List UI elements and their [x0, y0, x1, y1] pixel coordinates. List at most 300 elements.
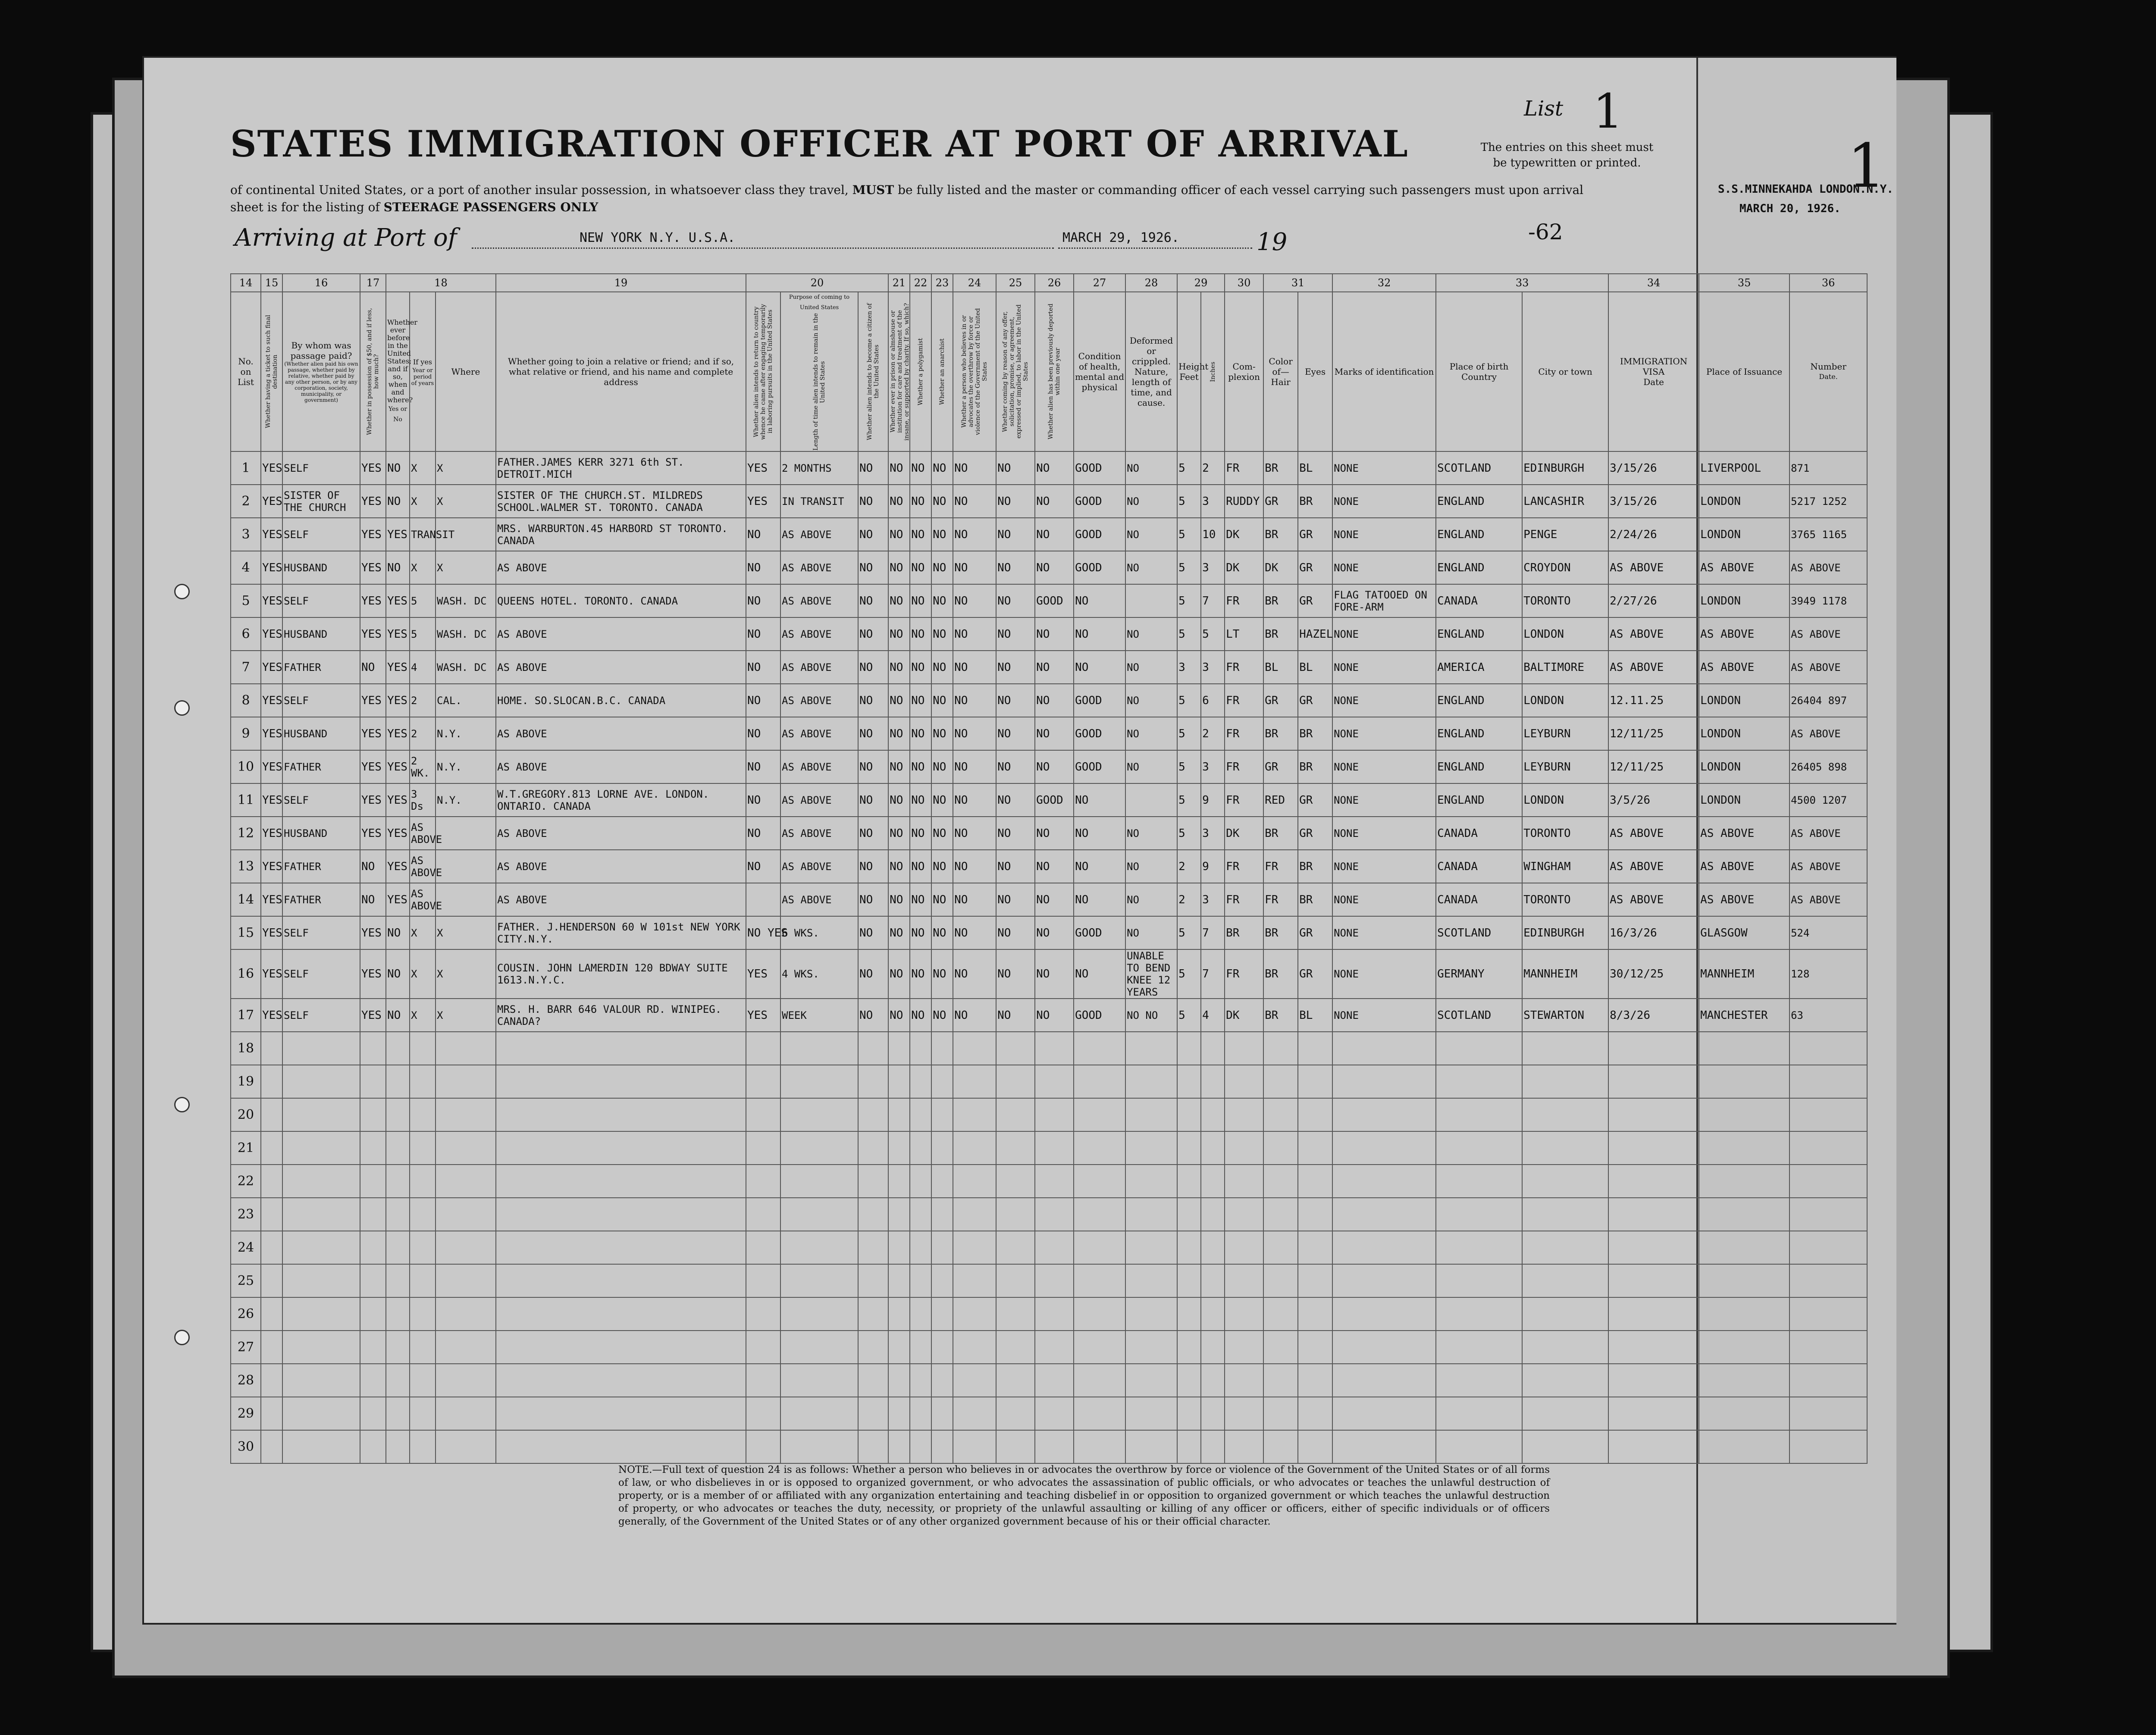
cell-before: YES — [386, 518, 410, 551]
cell-c25: NO — [996, 717, 1035, 750]
empty-cell — [996, 1131, 1035, 1165]
cell-cx: FR — [1225, 451, 1263, 485]
cell-paid: SELF — [282, 916, 360, 949]
cell-city: CROYDON — [1522, 551, 1608, 584]
rule-line-2: sheet is for the listing of STEERAGE PASSENGERS ONLY — [230, 200, 599, 214]
row-number: 24 — [231, 1231, 261, 1264]
cell-hair: BR — [1263, 949, 1298, 999]
cell-cx: DK — [1225, 551, 1263, 584]
cell-c21: NO — [888, 451, 910, 485]
table-row-empty — [231, 1131, 1867, 1165]
cell-cx: RUDDY — [1225, 485, 1263, 518]
cell-c22: NO — [910, 584, 931, 617]
empty-cell — [1699, 1430, 1789, 1463]
table-row-empty — [231, 1198, 1867, 1231]
empty-cell — [1177, 1331, 1201, 1364]
cell-cx: FR — [1225, 883, 1263, 916]
cell-deform: NO — [1125, 518, 1177, 551]
cell-ft: 5 — [1177, 617, 1201, 651]
row-number: 30 — [231, 1430, 261, 1463]
cell-join: AS ABOVE — [496, 617, 746, 651]
cell-in: 3 — [1201, 883, 1225, 916]
cell-c26: NO — [1035, 850, 1074, 883]
empty-cell — [1789, 1065, 1867, 1098]
cell-year: AS ABOVE — [410, 817, 436, 850]
cell-pa: NO — [746, 750, 780, 783]
cell-year: 5 — [410, 584, 436, 617]
cell-vdate: AS ABOVE — [1608, 850, 1699, 883]
header-marks: Marks of identification — [1332, 292, 1436, 451]
cell-hair: FR — [1263, 850, 1298, 883]
col-num: 15 — [261, 274, 282, 292]
empty-cell — [996, 1331, 1035, 1364]
header-complexion: Com-plexion — [1225, 292, 1263, 451]
cell-health: NO — [1074, 651, 1125, 684]
cell-poss: YES — [360, 916, 386, 949]
cell-year: X — [410, 999, 436, 1032]
header-eyes: Eyes — [1298, 292, 1332, 451]
cell-where: X — [436, 551, 496, 584]
empty-cell — [1332, 1264, 1436, 1297]
cell-c23: NO — [931, 684, 953, 717]
empty-cell — [1035, 1198, 1074, 1231]
cell-vplace: AS ABOVE — [1699, 617, 1789, 651]
empty-cell — [1074, 1098, 1125, 1131]
cell-cx: FR — [1225, 651, 1263, 684]
empty-cell — [780, 1364, 858, 1397]
empty-cell — [410, 1297, 436, 1331]
empty-cell — [1699, 1198, 1789, 1231]
empty-cell — [1332, 1297, 1436, 1331]
cell-hair: FR — [1263, 883, 1298, 916]
empty-cell — [1177, 1198, 1201, 1231]
table-row — [231, 451, 1867, 485]
cell-ft: 5 — [1177, 518, 1201, 551]
cell-vplace: LONDON — [1699, 485, 1789, 518]
cell-c24: NO — [953, 551, 996, 584]
empty-cell — [1125, 1198, 1177, 1231]
empty-cell — [1522, 1430, 1608, 1463]
cell-vnum: AS ABOVE — [1789, 817, 1867, 850]
cell-vdate: 30/12/25 — [1608, 949, 1699, 999]
empty-cell — [282, 1297, 360, 1331]
cell-ft: 5 — [1177, 817, 1201, 850]
empty-cell — [910, 1231, 931, 1264]
empty-cell — [953, 1032, 996, 1065]
cell-ticket: YES — [261, 750, 282, 783]
binder-hole — [174, 1330, 190, 1345]
empty-cell — [931, 1430, 953, 1463]
cell-c23: NO — [931, 949, 953, 999]
table-row — [231, 485, 1867, 518]
cell-pb: AS ABOVE — [780, 817, 858, 850]
cell-vdate: AS ABOVE — [1608, 651, 1699, 684]
cell-pa — [746, 883, 780, 916]
cell-country: CANADA — [1436, 850, 1522, 883]
empty-cell — [910, 1165, 931, 1198]
empty-cell — [1298, 1264, 1332, 1297]
cell-before: NO — [386, 485, 410, 518]
col-num: 23 — [931, 274, 953, 292]
empty-cell — [1436, 1397, 1522, 1430]
cell-where — [436, 850, 496, 883]
cell-pc: NO — [858, 949, 888, 999]
cell-country: SCOTLAND — [1436, 999, 1522, 1032]
cell-c21: NO — [888, 916, 910, 949]
cell-pc: NO — [858, 518, 888, 551]
cell-n: 4 — [231, 551, 261, 584]
empty-cell — [1332, 1032, 1436, 1065]
row-number: 29 — [231, 1397, 261, 1430]
header-c25: Whether coming by reason of any offer, solicitation, promise, or agreement, expressed or implied, to labor in the United States — [996, 292, 1035, 451]
empty-cell — [360, 1198, 386, 1231]
cell-ticket: YES — [261, 485, 282, 518]
empty-cell — [746, 1297, 780, 1331]
cell-c22: NO — [910, 551, 931, 584]
table-row-empty — [231, 1264, 1867, 1297]
empty-cell — [888, 1131, 910, 1165]
empty-cell — [261, 1198, 282, 1231]
empty-cell — [1074, 1397, 1125, 1430]
cell-pa: NO — [746, 684, 780, 717]
empty-cell — [261, 1065, 282, 1098]
cell-c24: NO — [953, 684, 996, 717]
empty-cell — [746, 1364, 780, 1397]
empty-cell — [1177, 1364, 1201, 1397]
cell-join: FATHER. J.HENDERSON 60 W 101st NEW YORK CITY.N.Y. — [496, 916, 746, 949]
cell-eyes: BR — [1298, 485, 1332, 518]
cell-c24: NO — [953, 783, 996, 817]
cell-c22: NO — [910, 783, 931, 817]
cell-n: 5 — [231, 584, 261, 617]
empty-cell — [910, 1297, 931, 1331]
table-row-empty — [231, 1065, 1867, 1098]
empty-cell — [1332, 1165, 1436, 1198]
empty-cell — [1699, 1131, 1789, 1165]
cell-in: 3 — [1201, 817, 1225, 850]
empty-cell — [1225, 1364, 1263, 1397]
cell-deform: NO — [1125, 850, 1177, 883]
cell-c24: NO — [953, 651, 996, 684]
col-num: 24 — [953, 274, 996, 292]
cell-c23: NO — [931, 584, 953, 617]
cell-health: GOOD — [1074, 684, 1125, 717]
cell-c21: NO — [888, 518, 910, 551]
cell-c26: GOOD — [1035, 783, 1074, 817]
empty-cell — [1225, 1331, 1263, 1364]
cell-ticket: YES — [261, 518, 282, 551]
empty-cell — [1201, 1032, 1225, 1065]
empty-cell — [1125, 1297, 1177, 1331]
cell-vdate: 8/3/26 — [1608, 999, 1699, 1032]
cell-cx: FR — [1225, 584, 1263, 617]
header-feet: Height Feet — [1177, 292, 1201, 451]
handwritten-62: -62 — [1528, 219, 1563, 244]
empty-cell — [746, 1065, 780, 1098]
cell-eyes: BL — [1298, 999, 1332, 1032]
table-row-empty — [231, 1098, 1867, 1131]
cell-marks: NONE — [1332, 617, 1436, 651]
cell-c25: NO — [996, 584, 1035, 617]
cell-before: YES — [386, 684, 410, 717]
empty-cell — [996, 1264, 1035, 1297]
empty-cell — [1522, 1098, 1608, 1131]
empty-cell — [360, 1397, 386, 1430]
cell-pc: NO — [858, 717, 888, 750]
cell-pc: NO — [858, 850, 888, 883]
cell-paid: FATHER — [282, 651, 360, 684]
cell-country: CANADA — [1436, 817, 1522, 850]
cell-pa: NO YES — [746, 916, 780, 949]
empty-cell — [1699, 1032, 1789, 1065]
empty-cell — [386, 1098, 410, 1131]
empty-cell — [858, 1065, 888, 1098]
header-health: Condition of health, mental and physical — [1074, 292, 1125, 451]
cell-c22: NO — [910, 485, 931, 518]
empty-cell — [1332, 1397, 1436, 1430]
cell-paid: HUSBAND — [282, 817, 360, 850]
cell-vdate: AS ABOVE — [1608, 883, 1699, 916]
cell-pb: 2 MONTHS — [780, 451, 858, 485]
cell-health: NO — [1074, 949, 1125, 999]
table-row — [231, 817, 1867, 850]
handwritten-sheet-number: 1 — [1847, 131, 1886, 201]
cell-marks: FLAG TATOOED ON FORE-ARM — [1332, 584, 1436, 617]
empty-cell — [931, 1297, 953, 1331]
cell-pa: YES — [746, 949, 780, 999]
empty-cell — [282, 1032, 360, 1065]
cell-pb: AS ABOVE — [780, 717, 858, 750]
cell-country: ENGLAND — [1436, 783, 1522, 817]
empty-cell — [996, 1397, 1035, 1430]
cell-city: LANCASHIR — [1522, 485, 1608, 518]
cell-marks: NONE — [1332, 717, 1436, 750]
empty-cell — [410, 1032, 436, 1065]
empty-cell — [1177, 1297, 1201, 1331]
header-joining: Whether going to join a relative or friend; and if so, what relative or friend, and his name and complete address — [496, 292, 746, 451]
cell-c24: NO — [953, 883, 996, 916]
cell-ft: 5 — [1177, 551, 1201, 584]
empty-cell — [360, 1165, 386, 1198]
cell-paid: SELF — [282, 451, 360, 485]
cell-city: EDINBURGH — [1522, 451, 1608, 485]
empty-cell — [360, 1264, 386, 1297]
cell-in: 5 — [1201, 617, 1225, 651]
empty-cell — [1201, 1364, 1225, 1397]
manifest-sheet — [142, 56, 1896, 1625]
cell-paid: HUSBAND — [282, 717, 360, 750]
cell-c26: NO — [1035, 750, 1074, 783]
cell-pa: NO — [746, 518, 780, 551]
empty-cell — [261, 1231, 282, 1264]
empty-cell — [888, 1264, 910, 1297]
cell-pb: WEEK — [780, 999, 858, 1032]
cell-c24: NO — [953, 916, 996, 949]
cell-in: 4 — [1201, 999, 1225, 1032]
empty-cell — [1074, 1297, 1125, 1331]
empty-cell — [858, 1397, 888, 1430]
empty-cell — [1177, 1098, 1201, 1131]
header-city: City or town — [1522, 292, 1608, 451]
column-number-row — [231, 274, 1867, 292]
manifest-table — [230, 273, 1868, 1464]
cell-city: BALTIMORE — [1522, 651, 1608, 684]
empty-cell — [282, 1331, 360, 1364]
empty-cell — [1298, 1098, 1332, 1131]
empty-cell — [910, 1065, 931, 1098]
empty-cell — [1298, 1331, 1332, 1364]
empty-cell — [1225, 1397, 1263, 1430]
empty-cell — [1074, 1032, 1125, 1065]
empty-cell — [1608, 1297, 1699, 1331]
empty-cell — [888, 1231, 910, 1264]
empty-cell — [1225, 1065, 1263, 1098]
cell-c23: NO — [931, 750, 953, 783]
table-row — [231, 783, 1867, 817]
empty-cell — [1789, 1331, 1867, 1364]
empty-cell — [931, 1165, 953, 1198]
cell-pa: NO — [746, 717, 780, 750]
cell-pc: NO — [858, 485, 888, 518]
cell-pb: AS ABOVE — [780, 551, 858, 584]
empty-cell — [996, 1430, 1035, 1463]
empty-cell — [858, 1165, 888, 1198]
cell-ticket: YES — [261, 717, 282, 750]
empty-cell — [910, 1098, 931, 1131]
cell-c22: NO — [910, 518, 931, 551]
col-num: 26 — [1035, 274, 1074, 292]
cell-vnum: 26404 897 — [1789, 684, 1867, 717]
empty-cell — [282, 1065, 360, 1098]
cell-c25: NO — [996, 783, 1035, 817]
cell-hair: RED — [1263, 783, 1298, 817]
empty-cell — [1436, 1364, 1522, 1397]
cell-eyes: GR — [1298, 684, 1332, 717]
cell-c21: NO — [888, 883, 910, 916]
cell-country: CANADA — [1436, 584, 1522, 617]
cell-city: LONDON — [1522, 783, 1608, 817]
empty-cell — [953, 1397, 996, 1430]
cell-year: 2 WK. — [410, 750, 436, 783]
cell-paid: HUSBAND — [282, 551, 360, 584]
empty-cell — [436, 1098, 496, 1131]
cell-pa: NO — [746, 551, 780, 584]
empty-cell — [1125, 1131, 1177, 1165]
cell-pa: YES — [746, 451, 780, 485]
cell-vplace: LONDON — [1699, 584, 1789, 617]
cell-pc: NO — [858, 617, 888, 651]
cell-n: 9 — [231, 717, 261, 750]
cell-country: ENGLAND — [1436, 717, 1522, 750]
cell-health: NO — [1074, 883, 1125, 916]
cell-c26: NO — [1035, 451, 1074, 485]
empty-cell — [360, 1331, 386, 1364]
empty-cell — [780, 1264, 858, 1297]
cell-n: 12 — [231, 817, 261, 850]
empty-cell — [1436, 1165, 1522, 1198]
cell-paid: SISTER OF THE CHURCH — [282, 485, 360, 518]
empty-cell — [1225, 1098, 1263, 1131]
cell-country: CANADA — [1436, 883, 1522, 916]
empty-cell — [1298, 1198, 1332, 1231]
cell-eyes: HAZEL — [1298, 617, 1332, 651]
cell-vplace: LONDON — [1699, 783, 1789, 817]
cell-vdate: AS ABOVE — [1608, 817, 1699, 850]
cell-c25: NO — [996, 651, 1035, 684]
cell-hair: BR — [1263, 999, 1298, 1032]
cell-hair: BR — [1263, 584, 1298, 617]
cell-c22: NO — [910, 949, 931, 999]
empty-cell — [1608, 1032, 1699, 1065]
empty-cell — [888, 1331, 910, 1364]
empty-cell — [386, 1397, 410, 1430]
cell-where — [436, 817, 496, 850]
cell-paid: SELF — [282, 584, 360, 617]
cell-paid: SELF — [282, 684, 360, 717]
cell-c26: NO — [1035, 949, 1074, 999]
date-dotted-line — [1058, 247, 1252, 249]
cell-join: AS ABOVE — [496, 717, 746, 750]
empty-cell — [1699, 1264, 1789, 1297]
cell-in: 9 — [1201, 850, 1225, 883]
empty-cell — [1436, 1098, 1522, 1131]
cell-ticket: YES — [261, 451, 282, 485]
empty-cell — [436, 1231, 496, 1264]
cell-c24: NO — [953, 999, 996, 1032]
empty-cell — [1201, 1098, 1225, 1131]
cell-pb: IN TRANSIT — [780, 485, 858, 518]
cell-vdate: AS ABOVE — [1608, 617, 1699, 651]
cell-vplace: AS ABOVE — [1699, 883, 1789, 916]
empty-cell — [1436, 1065, 1522, 1098]
cell-pb: AS ABOVE — [780, 883, 858, 916]
cell-poss: YES — [360, 999, 386, 1032]
cell-where: WASH. DC — [436, 651, 496, 684]
empty-cell — [1225, 1430, 1263, 1463]
empty-cell — [1177, 1131, 1201, 1165]
col-num: 27 — [1074, 274, 1125, 292]
empty-cell — [496, 1430, 746, 1463]
cell-pb: AS ABOVE — [780, 684, 858, 717]
empty-cell — [858, 1331, 888, 1364]
row-number: 20 — [231, 1098, 261, 1131]
empty-cell — [436, 1297, 496, 1331]
cell-ft: 5 — [1177, 451, 1201, 485]
cell-deform: NO — [1125, 717, 1177, 750]
cell-join: AS ABOVE — [496, 883, 746, 916]
empty-cell — [1263, 1331, 1298, 1364]
empty-cell — [261, 1098, 282, 1131]
empty-cell — [436, 1264, 496, 1297]
cell-vnum: 26405 898 — [1789, 750, 1867, 783]
cell-pb: AS ABOVE — [780, 518, 858, 551]
empty-cell — [953, 1165, 996, 1198]
empty-cell — [386, 1364, 410, 1397]
cell-join: AS ABOVE — [496, 651, 746, 684]
empty-cell — [1608, 1098, 1699, 1131]
cell-marks: NONE — [1332, 485, 1436, 518]
cell-cx: FR — [1225, 750, 1263, 783]
table-row — [231, 617, 1867, 651]
cell-hair: BR — [1263, 717, 1298, 750]
cell-ticket: YES — [261, 883, 282, 916]
empty-cell — [780, 1098, 858, 1131]
cell-c26: NO — [1035, 518, 1074, 551]
cell-join: SISTER OF THE CHURCH.ST. MILDREDS SCHOOL.WALMER ST. TORONTO. CANADA — [496, 485, 746, 518]
cell-pb: AS ABOVE — [780, 584, 858, 617]
empty-cell — [1522, 1364, 1608, 1397]
cell-deform: NO — [1125, 485, 1177, 518]
